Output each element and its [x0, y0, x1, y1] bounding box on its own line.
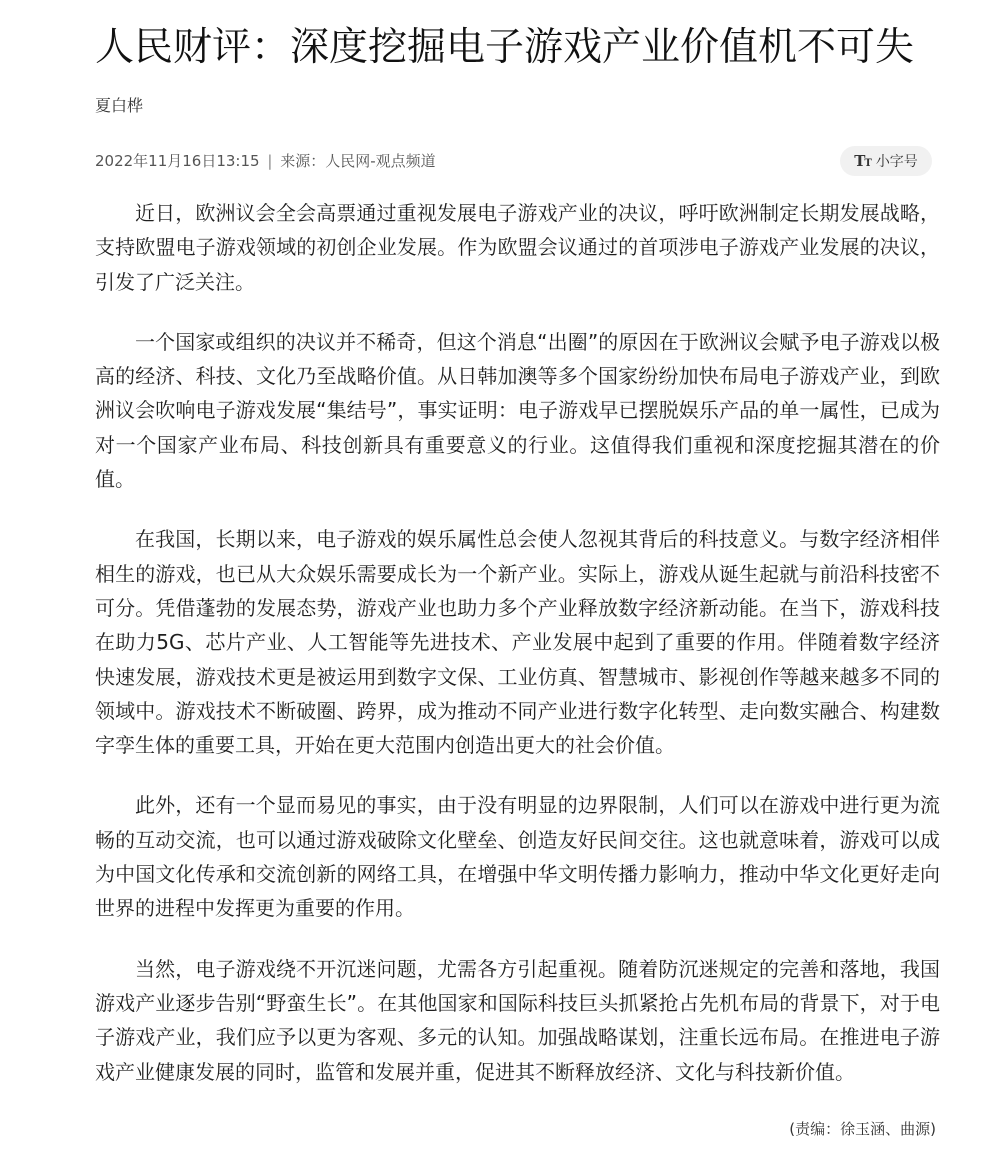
paragraph: 在我国，长期以来，电子游戏的娱乐属性总会使人忽视其背后的科技意义。与数字经济相伴相生的游戏，也已从大众娱乐需要成长为一个新产业。实际上，游戏从诞生起就与前沿科技密不可分。凭借蓬勃的发展态势，游戏产业也助力多个产业释放数字经济新动能。在当下，游戏科技在助力5G、芯片产业、人工智能等先进技术、产业发展中起到了重要的作用。伴随着数字经济快速发展，游戏技术更是被运用到数字文保、工业仿真、智慧城市、影视创作等越来越多不同的领域中。游戏技术不断破圈、跨界，成为推动不同产业进行数字化转型、走向数实融合、构建数字孪生体的重要工具，开始在更大范围内创造出更大的社会价值。: [95, 527, 940, 758]
editor-credit: (责编：徐玉涵、曲源): [789, 1120, 936, 1138]
article-author: 夏白桦: [95, 96, 144, 115]
article-title: 人民财评：深度挖掘电子游戏产业价值机不可失: [95, 25, 915, 70]
font-size-toggle-button[interactable]: [840, 146, 932, 176]
meta-separator: |: [267, 152, 273, 170]
paragraph: 近日，欧洲议会全会高票通过重视发展电子游戏产业的决议，呼吁欧洲制定长期发展战略，支持欧盟电子游戏领域的初创企业发展。作为欧盟会议通过的首项涉电子游戏产业发展的决议，引发了广泛关注。: [95, 201, 940, 294]
publish-date: 2022年11月16日13:15: [95, 152, 260, 170]
paragraph: 当然，电子游戏绕不开沉迷问题，尤需各方引起重视。随着防沉迷规定的完善和落地，我国游戏产业逐步告别“野蛮生长”。在其他国家和国际科技巨头抓紧抢占先机布局的背景下，对于电子游戏产业，我们应予以更为客观、多元的认知。加强战略谋划，注重长远布局。在推进电子游戏产业健康发展的同时，监管和发展并重，促进其不断释放经济、文化与科技新价值。: [95, 956, 940, 1084]
article-source: 来源：人民网-观点频道: [280, 152, 436, 170]
article-body: [95, 196, 940, 1115]
font-size-toggle-label: 小字号: [875, 154, 918, 170]
article-meta: [95, 150, 436, 172]
text-size-icon: TT: [854, 152, 871, 170]
paragraph: 此外，还有一个显而易见的事实，由于没有明显的边界限制，人们可以在游戏中进行更为流畅的互动交流，也可以通过游戏破除文化壁垒、创造友好民间交往。这也就意味着，游戏可以成为中国文化传承和交流创新的网络工具，在增强中华文明传播力影响力，推动中华文化更好走向世界的进程中发挥更为重要的作用。: [95, 793, 940, 921]
paragraph: 一个国家或组织的决议并不稀奇，但这个消息“出圈”的原因在于欧洲议会赋予电子游戏以极高的经济、科技、文化乃至战略价值。从日韩加澳等多个国家纷纷加快布局电子游戏产业，到欧洲议会吹响电子游戏发展“集结号”，事实证明：电子游戏早已摆脱娱乐产品的单一属性，已成为对一个国家产业布局、科技创新具有重要意义的行业。这值得我们重视和深度挖掘其潜在的价值。: [95, 329, 940, 492]
